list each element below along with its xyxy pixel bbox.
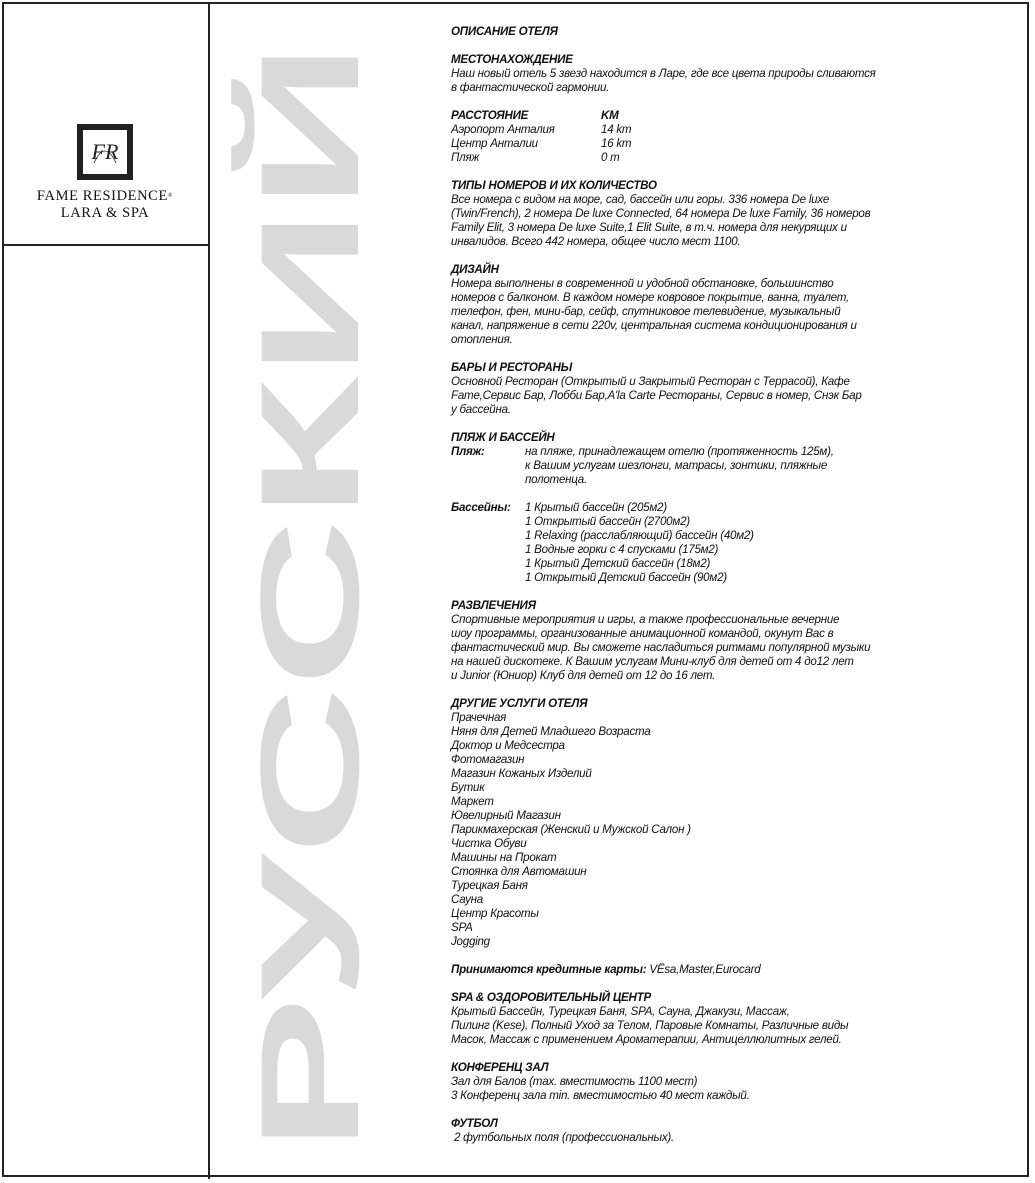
section-hotel-description xyxy=(451,25,891,39)
service-item: Чистка Обуви xyxy=(451,837,527,850)
section-title: БАРЫ И РЕСТОРАНЫ xyxy=(451,361,572,374)
text-line: и Junior (Юниор) Клуб для детей от 12 до 16 лет. xyxy=(451,669,716,682)
text-line: в фантастической гармонии. xyxy=(451,81,610,94)
section-spa xyxy=(451,991,891,1047)
text-line: 3 Конференц зала min. вместимостью 40 мест каждый. xyxy=(451,1089,750,1102)
text-line: Family Elit, 3 номера De luxe Suite,1 Elit Suite, в т.ч. номера для некурящих и xyxy=(451,221,847,234)
pools-label: Бассейны: xyxy=(451,501,511,514)
pool-item: 1 Крытый бассейн (205м2) xyxy=(525,501,667,514)
section-title: МЕСТОНАХОЖДЕНИЕ xyxy=(451,53,573,66)
unit-header: KM xyxy=(601,109,619,122)
service-item: Прачечная xyxy=(451,711,507,724)
monogram-svg xyxy=(86,133,124,171)
text-line: Номера выполнены в современной и удобной обстановке, большинство xyxy=(451,277,834,290)
text-line: у бассейна. xyxy=(451,403,511,416)
section-other-services xyxy=(451,697,891,949)
service-item: Магазин Кожаных Изделий xyxy=(451,767,592,780)
text-line: отопления. xyxy=(451,333,513,346)
section-credit-cards xyxy=(451,963,891,977)
text-line: Спортивные мероприятия и игры, а также профессиональные вечерние xyxy=(451,613,840,626)
section-title: ДРУГИЕ УСЛУГИ ОТЕЛЯ xyxy=(451,697,588,710)
vertical-title-text: РУССКИЙ xyxy=(231,484,388,1152)
section-location xyxy=(451,53,891,95)
service-item: Ювелирный Магазин xyxy=(451,809,561,822)
section-title: ДИЗАЙН xyxy=(451,263,499,276)
hotel-info xyxy=(451,25,891,1159)
text-line: 2 футбольных поля (профессиональных). xyxy=(451,1131,674,1144)
vertical-language-title xyxy=(231,28,388,1152)
logo-name: FAME RESIDENCE xyxy=(36,188,168,204)
text-line: канал, напряжение в сети 220v, центральная система кондиционирования и xyxy=(451,319,857,332)
distance-place: Центр Анталии xyxy=(451,137,538,150)
section-title: ПЛЯЖ И БАССЕЙН xyxy=(451,431,555,444)
text-line: Масок, Массаж с применением Ароматерапии, Антицеллюлитных гелей. xyxy=(451,1033,842,1046)
pool-item: 1 Открытый Детский бассейн (90м2) xyxy=(525,571,727,584)
text-line: (Twin/French), 2 номера De luxe Connected, 64 номера De luxe Family, 36 номеров xyxy=(451,207,871,220)
section-bars xyxy=(451,361,891,417)
section-beach-pool xyxy=(451,431,891,585)
service-item: Стоянка для Автомашин xyxy=(451,865,587,878)
hotel-logo xyxy=(2,110,208,222)
distance-value: 0 m xyxy=(601,151,620,164)
logo-divider xyxy=(2,244,210,246)
text-line: к Вашим услугам шезлонги, матрасы, зонтики, пляжные xyxy=(525,459,828,472)
logo-subtitle: LARA & SPA xyxy=(60,205,150,221)
text-line: на нашей дискотеке. К Вашим услугам Мини-клуб для детей от 4 до12 лет xyxy=(451,655,854,668)
section-rooms xyxy=(451,179,891,249)
section-title: ФУТБОЛ xyxy=(451,1117,498,1130)
text-line: Основной Ресторан (Открытый и Закрытый Ресторан с Террасой), Кафе xyxy=(451,375,850,388)
text-line: телефон, фен, мини-бар, сейф, спутниковое телевидение, музыкальный xyxy=(451,305,841,318)
section-title: ТИПЫ НОМЕРОВ И ИХ КОЛИЧЕСТВО xyxy=(451,179,657,192)
section-title: ОПИСАНИЕ ОТЕЛЯ xyxy=(451,25,558,38)
service-item: Сауна xyxy=(451,893,483,906)
section-design xyxy=(451,263,891,347)
distance-place: Аэропорт Анталия xyxy=(451,123,555,136)
vertical-divider xyxy=(208,2,210,1179)
distance-row xyxy=(451,137,891,151)
distance-place: Пляж xyxy=(451,151,480,164)
service-item: Парикмахерская (Женский и Мужской Салон ) xyxy=(451,823,691,836)
pool-item: 1 Relaxing (расслабляющий) бассейн (40м2) xyxy=(525,529,754,542)
service-item: Фотомагазин xyxy=(451,753,525,766)
section-title: РАЗВЛЕЧЕНИЯ xyxy=(451,599,536,612)
text-line: Fame,Сервис Бар, Лобби Бар,A'la Carte Рестораны, Сервис в номер, Снэк Бар xyxy=(451,389,862,402)
text-line: инвалидов. Всего 442 номера, общее число мест 1100. xyxy=(451,235,741,248)
text-line: Пилинг (Kese), Полный Уход за Телом, Паровые Комнаты, Различные виды xyxy=(451,1019,849,1032)
section-conference xyxy=(451,1061,891,1103)
pool-item: 1 Водные горки с 4 спусками (175м2) xyxy=(525,543,719,556)
text-line: номеров с балконом. В каждом номере ковровое покрытие, ванна, туалет, xyxy=(451,291,849,304)
service-item: Центр Красоты xyxy=(451,907,539,920)
service-item: Маркет xyxy=(451,795,494,808)
registered-mark: ® xyxy=(167,193,174,199)
service-item: Доктор и Медсестра xyxy=(451,739,565,752)
service-item: Jogging xyxy=(451,935,490,948)
text-line: на пляже, принадлежащем отелю (протяженность 125м), xyxy=(525,445,834,458)
text-line: Все номера с видом на море, сад, бассейн или горы. 336 номера De luxe xyxy=(451,193,830,206)
service-item: Няня для Детей Младшего Возраста xyxy=(451,725,651,738)
credit-cards-value: VЁsa,Master,Eurocard xyxy=(649,963,761,976)
distance-value: 14 km xyxy=(601,123,632,136)
section-title: SPA & ОЗДОРОВИТЕЛЬНЫЙ ЦЕНТР xyxy=(451,991,651,1004)
text-line: Крытый Бассейн, Турецкая Баня, SPA, Сауна, Джакузи, Массаж, xyxy=(451,1005,790,1018)
text-line: полотенца. xyxy=(525,473,587,486)
text-line: Зал для Балов (max. вместимость 1100 мест) xyxy=(451,1075,698,1088)
service-item: SPA xyxy=(451,921,473,934)
monogram-text: FR xyxy=(91,139,119,164)
monogram-icon xyxy=(77,124,133,180)
section-title: КОНФЕРЕНЦ ЗАЛ xyxy=(451,1061,549,1074)
service-item: Машины на Прокат xyxy=(451,851,557,864)
credit-cards-label: Принимаются кредитные карты: xyxy=(451,963,647,976)
service-item: Бутик xyxy=(451,781,485,794)
text-line: Наш новый отель 5 звезд находится в Ларе, где все цвета природы сливаются xyxy=(451,67,876,80)
pool-item: 1 Открытый бассейн (2700м2) xyxy=(525,515,690,528)
section-entertainment xyxy=(451,599,891,683)
beach-label: Пляж: xyxy=(451,445,485,458)
section-title: РАССТОЯНИЕ xyxy=(451,109,529,122)
section-distance xyxy=(451,109,891,165)
section-football xyxy=(451,1117,891,1145)
pool-item: 1 Крытый Детский бассейн (18м2) xyxy=(525,557,711,570)
distance-row xyxy=(451,151,891,165)
distance-row xyxy=(451,123,891,137)
service-item: Турецкая Баня xyxy=(451,879,528,892)
text-line: фантастический мир. Вы сможете насладиться ритмами популярной музыки xyxy=(451,641,871,654)
text-line: шоу программы, организованные анимационной командой, окунут Вас в xyxy=(451,627,834,640)
distance-value: 16 km xyxy=(601,137,632,150)
